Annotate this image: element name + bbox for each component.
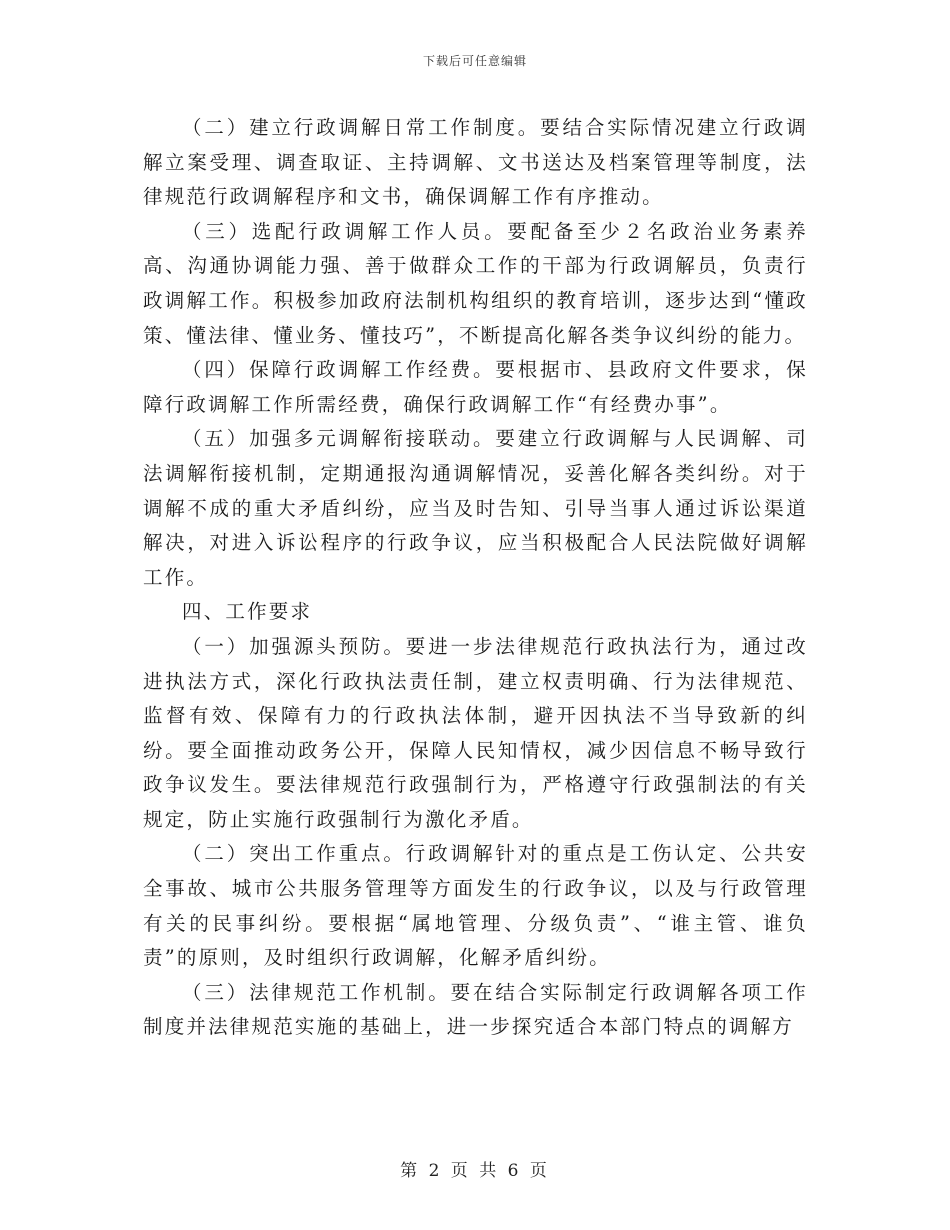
paragraph-work-mechanism: （三）法律规范工作机制。要在结合实际制定行政调解各项工作制度并法律规范实施的基础上，进一步探究适合本部门特点的调解方 <box>143 980 808 1039</box>
paragraph-admin-mediation-system: （二）建立行政调解日常工作制度。要结合实际情况建立行政调解立案受理、调查取证、主持调解、文书送达及档案管理等制度，法律规范行政调解程序和文书，确保调解工作有序推动。 <box>143 116 808 209</box>
page-header: 下载后可任意编辑 <box>422 54 527 68</box>
paragraph-mediation-funding: （四）保障行政调解工作经费。要根据市、县政府文件要求，保障行政调解工作所需经费，确保行政调解工作“有经费办事”。 <box>143 358 808 416</box>
paragraph-mediation-staff: （三）选配行政调解工作人员。要配备至少２名政治业务素养高、沟通协调能力强、善于做群众工作的干部为行政调解员，负责行政调解工作。积极参加政府法制机构组织的教育培训，逐步达到“懂政策、懂法律、懂业务、懂技巧”，不断提高化解各类争议纠纷的能力。 <box>143 219 808 347</box>
paragraph-multi-mediation-linkage: （五）加强多元调解衔接联动。要建立行政调解与人民调解、司法调解衔接机制，定期通报沟通调解情况，妥善化解各类纠纷。对于调解不成的重大矛盾纠纷，应当及时告知、引导当事人通过诉讼渠道解决，对进入诉讼程序的行政争议，应当积极配合人民法院做好调解工作。 <box>143 427 808 589</box>
section-heading-work-requirements: 四、工作要求 <box>182 600 313 624</box>
paragraph-source-prevention: （一）加强源头预防。要进一步法律规范行政执法行为，通过改进执法方式，深化行政执法责任制，建立权责明确、行为法律规范、监督有效、保障有力的行政执法体制，避开因执法不当导致新的纠纷。要全面推动政务公开，保障人民知情权，减少因信息不畅导致行政争议发生。要法律规范行政强制行为，严格遵守行政强制法的有关规定，防止实施行政强制行为激化矛盾。 <box>143 634 808 831</box>
document-body <box>143 111 808 1045</box>
paragraph-work-focus: （二）突出工作重点。行政调解针对的重点是工伤认定、公共安全事故、城市公共服务管理等方面发生的行政争议，以及与行政管理有关的民事纠纷。要根据“属地管理、分级负责”、“谁主管、谁负责”的原则，及时组织行政调解，化解矛盾纠纷。 <box>143 842 808 970</box>
page-number-footer: 第 2 页 共 6 页 <box>400 1161 550 1181</box>
